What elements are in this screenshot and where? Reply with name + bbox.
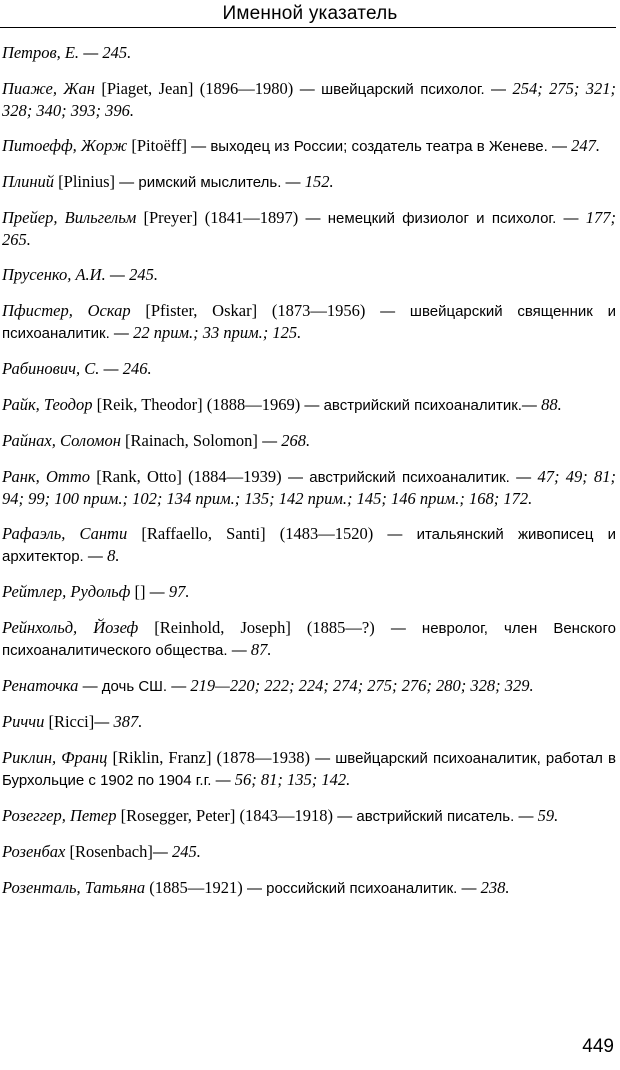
entry-description: — невролог, член Венского психоаналитического общества. — [2,620,617,659]
entry-description: — австрийский психоаналитик.— [300,397,542,414]
entry-original-name: [Pfister, Oskar] (1873—1956) [130,301,366,320]
index-entry [2,300,616,344]
index-entry [2,617,616,661]
entry-pages: 56; 81; 135; 142. [234,770,351,789]
entry-name: Райнах, Соломон [2,431,121,450]
entry-pages: 238. [480,878,510,897]
entry-original-name: [Reinhold, Joseph] (1885—?) [138,618,375,637]
entry-name: Питоефф, Жорж [2,136,128,155]
entry-name: Райк, Теодор [2,395,93,414]
index-entry [2,805,616,827]
entry-name: Рейнхольд, Йозеф [2,618,139,637]
index-entry [2,523,616,567]
entry-name: Ранк, Отто [2,467,91,486]
entry-name: Риклин, Франц [2,748,108,767]
entry-description: — дочь СШ. — [78,678,191,695]
entry-description: — швейцарский психоаналитик, работал в Бурхольцие с 1902 по 1904 г.г. — [2,750,617,789]
entry-original-name: [Reik, Theodor] (1888—1969) [92,395,301,414]
entry-name: Рейтлер, Рудольф [2,582,131,601]
entry-name: Плиний [2,172,55,191]
index-entry [2,264,616,286]
entry-description: — австрийский психоаналитик. — [281,469,538,486]
entry-name: Розеггер, Петер [2,806,117,825]
index-entry [2,430,616,452]
index-entry [2,135,616,157]
entry-name: Прусенко, А.И. [2,265,106,284]
index-entry [2,877,616,899]
entry-original-name: [Rosegger, Peter] (1843—1918) [116,806,334,825]
entry-description: — швейцарский психолог. — [293,81,513,98]
entry-name: Петров, Е. [2,43,80,62]
entry-description: — швейцарский священник и психоаналитик. — [2,303,616,342]
index-entry [2,711,616,733]
entry-original-name: [Preyer] (1841—1897) [136,208,299,227]
entry-name: Ренаточка [2,676,79,695]
entry-name: Риччи [2,712,45,731]
index-entry [2,394,616,416]
header-rule [0,27,616,28]
entry-pages: 245. [102,43,132,62]
entry-name: Рафаэль, Санти [2,524,128,543]
entry-name: Прейер, Вильгельм [2,208,137,227]
entry-pages: 59. [537,806,559,825]
entry-name: Розенталь, Татьяна [2,878,146,897]
entry-pages: 219—220; 222; 224; 274; 275; 276; 280; 328; 329. [190,676,534,695]
entry-name: Розенбах [2,842,66,861]
entry-original-name: [Piaget, Jean] (1896—1980) [94,79,294,98]
entry-description: — немецкий физиолог и психолог. — [298,210,586,227]
entry-pages: 88. [541,395,562,414]
entry-pages: 254; 275; 321; 328; 340; 393; 396. [2,79,617,120]
entry-pages: 387. [113,712,143,731]
entry-pages: 246. [122,359,152,378]
entry-pages: 8. [107,546,120,565]
entry-pages: 97. [168,582,190,601]
entry-description: — российский психоаналитик. — [242,880,481,897]
entry-original-name: [] [130,582,146,601]
entry-pages: 177; 265. [2,208,616,249]
entry-original-name: [Ricci] [44,712,95,731]
entry-original-name: [Pitoëff] [127,136,187,155]
entry-description: — [94,714,114,731]
index-entry [2,581,616,603]
entry-pages: 245. [129,265,158,284]
entry-original-name: [Rainach, Solomon] [120,431,258,450]
entry-description: — итальянский живописец и архитектор. — [2,526,616,565]
running-header [0,0,620,30]
entry-name: Рабинович, С. [2,359,100,378]
entry-description: — [105,267,130,284]
entry-description: — римский мыслитель. — [115,174,305,191]
index-entries [2,42,616,913]
header-title: Именной указатель [222,3,398,24]
index-entry [2,42,616,64]
entry-description: — [257,433,282,450]
entry-description: — [145,584,169,601]
entry-original-name: [Raffaello, Santi] (1483—1520) [127,524,374,543]
entry-original-name: [Riklin, Franz] (1878—1938) [107,748,311,767]
entry-pages: 245. [172,842,201,861]
index-entry [2,78,616,121]
entry-pages: 87. [250,640,272,659]
entry-pages: 268. [281,431,311,450]
index-entry [2,358,616,380]
entry-pages: 152. [304,172,334,191]
entry-original-name: [Rank, Otto] (1884—1939) [90,467,282,486]
entry-description: — [99,361,123,378]
index-entry [2,747,616,791]
index-entry [2,207,616,250]
entry-description: — австрийский писатель. — [333,808,538,825]
entry-pages: 47; 49; 81; 94; 99; 100 прим.; 102; 134 прим.; 135; 142 прим.; 145; 146 прим.; 168; 172. [2,467,616,508]
page-number: 449 [582,1036,614,1057]
index-entry [2,171,616,193]
index-entry [2,466,616,509]
entry-original-name: (1885—1921) [145,878,243,897]
entry-name: Пфистер, Оскар [2,301,131,320]
entry-pages: 22 прим.; 33 прим.; 125. [133,323,302,342]
entry-original-name: [Plinius] [54,172,116,191]
entry-pages: 247. [571,136,600,155]
index-entry [2,841,616,863]
entry-description: — выходец из России; создатель театра в Женеве. — [187,138,572,155]
index-entry [2,675,616,697]
entry-original-name: [Rosenbach] [65,842,153,861]
entry-description: — [79,45,103,62]
entry-description: — [152,844,173,861]
entry-name: Пиаже, Жан [2,79,95,98]
